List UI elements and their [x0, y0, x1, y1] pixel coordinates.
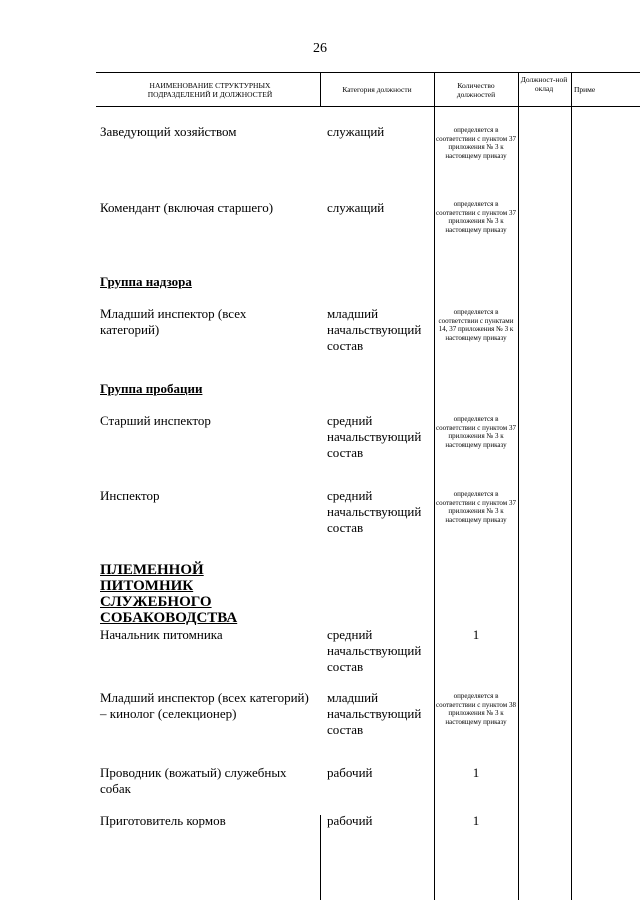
column-divider: [320, 815, 321, 900]
column-divider: [434, 72, 435, 900]
position-count: 1: [472, 765, 480, 780]
column-divider: [571, 72, 572, 900]
header-count: Количество должностей: [456, 81, 496, 99]
position-name: Комендант (включая старшего): [100, 200, 274, 215]
table-top-line: [96, 72, 640, 73]
position-name: Начальник питомника: [100, 627, 223, 642]
position-name: Заведующий хозяйством: [100, 124, 237, 139]
position-category: рабочий: [327, 813, 373, 828]
position-name: Старший инспектор: [100, 413, 211, 428]
position-category: младший начальствующий состав: [327, 690, 422, 737]
position-name: Инспектор: [100, 488, 160, 503]
header-notes: Приме: [574, 85, 596, 94]
group-heading: Группа пробации: [100, 381, 203, 396]
header-category: Категория должности: [342, 85, 412, 94]
position-count: 1: [472, 627, 480, 642]
position-name: Проводник (вожатый) служебных собак: [100, 765, 287, 796]
position-count: определяется в соответствии с пунктом 37 приложения № 3 к настоящему приказу: [436, 415, 516, 450]
position-category: младший начальствующий состав: [327, 306, 422, 353]
position-category: служащий: [327, 124, 385, 139]
section-heading: ПЛЕМЕННОЙ ПИТОМНИК СЛУЖЕБНОГО СОБАКОВОДСТВА: [100, 562, 238, 626]
header-structure: НАИМЕНОВАНИЕ СТРУКТУРНЫХ ПОДРАЗДЕЛЕНИЙ И ДОЛЖНОСТЕЙ: [147, 81, 273, 99]
position-name: Младший инспектор (всех категорий): [100, 306, 247, 337]
position-name: Приготовитель кормов: [100, 813, 226, 828]
position-count: определяется в соответствии с пунктом 37 приложения № 3 к настоящему приказу: [436, 200, 516, 235]
position-category: средний начальствующий состав: [327, 627, 422, 674]
position-count: определяется в соответствии с пунктом 37 приложения № 3 к настоящему приказу: [436, 126, 516, 161]
position-count: определяется в соответствии с пунктом 37 приложения № 3 к настоящему приказу: [436, 490, 516, 525]
table-header-bottom-line: [96, 106, 640, 107]
column-divider: [518, 72, 519, 900]
position-category: средний начальствующий состав: [327, 413, 422, 460]
group-heading: Группа надзора: [100, 274, 192, 289]
column-divider: [320, 72, 321, 106]
position-count: 1: [472, 813, 480, 828]
position-category: рабочий: [327, 765, 373, 780]
position-count: определяется в соответствии с пунктами 14, 37 приложения № 3 к настоящему приказу: [438, 308, 514, 343]
position-count: определяется в соответствии с пунктом 38 приложения № 3 к настоящему приказу: [436, 692, 516, 727]
page-number: 26: [313, 41, 327, 56]
position-name: Младший инспектор (всех категорий) – кинолог (селекционер): [100, 690, 309, 721]
header-salary: Должност-ной оклад: [520, 75, 568, 93]
position-category: служащий: [327, 200, 385, 215]
position-category: средний начальствующий состав: [327, 488, 422, 535]
